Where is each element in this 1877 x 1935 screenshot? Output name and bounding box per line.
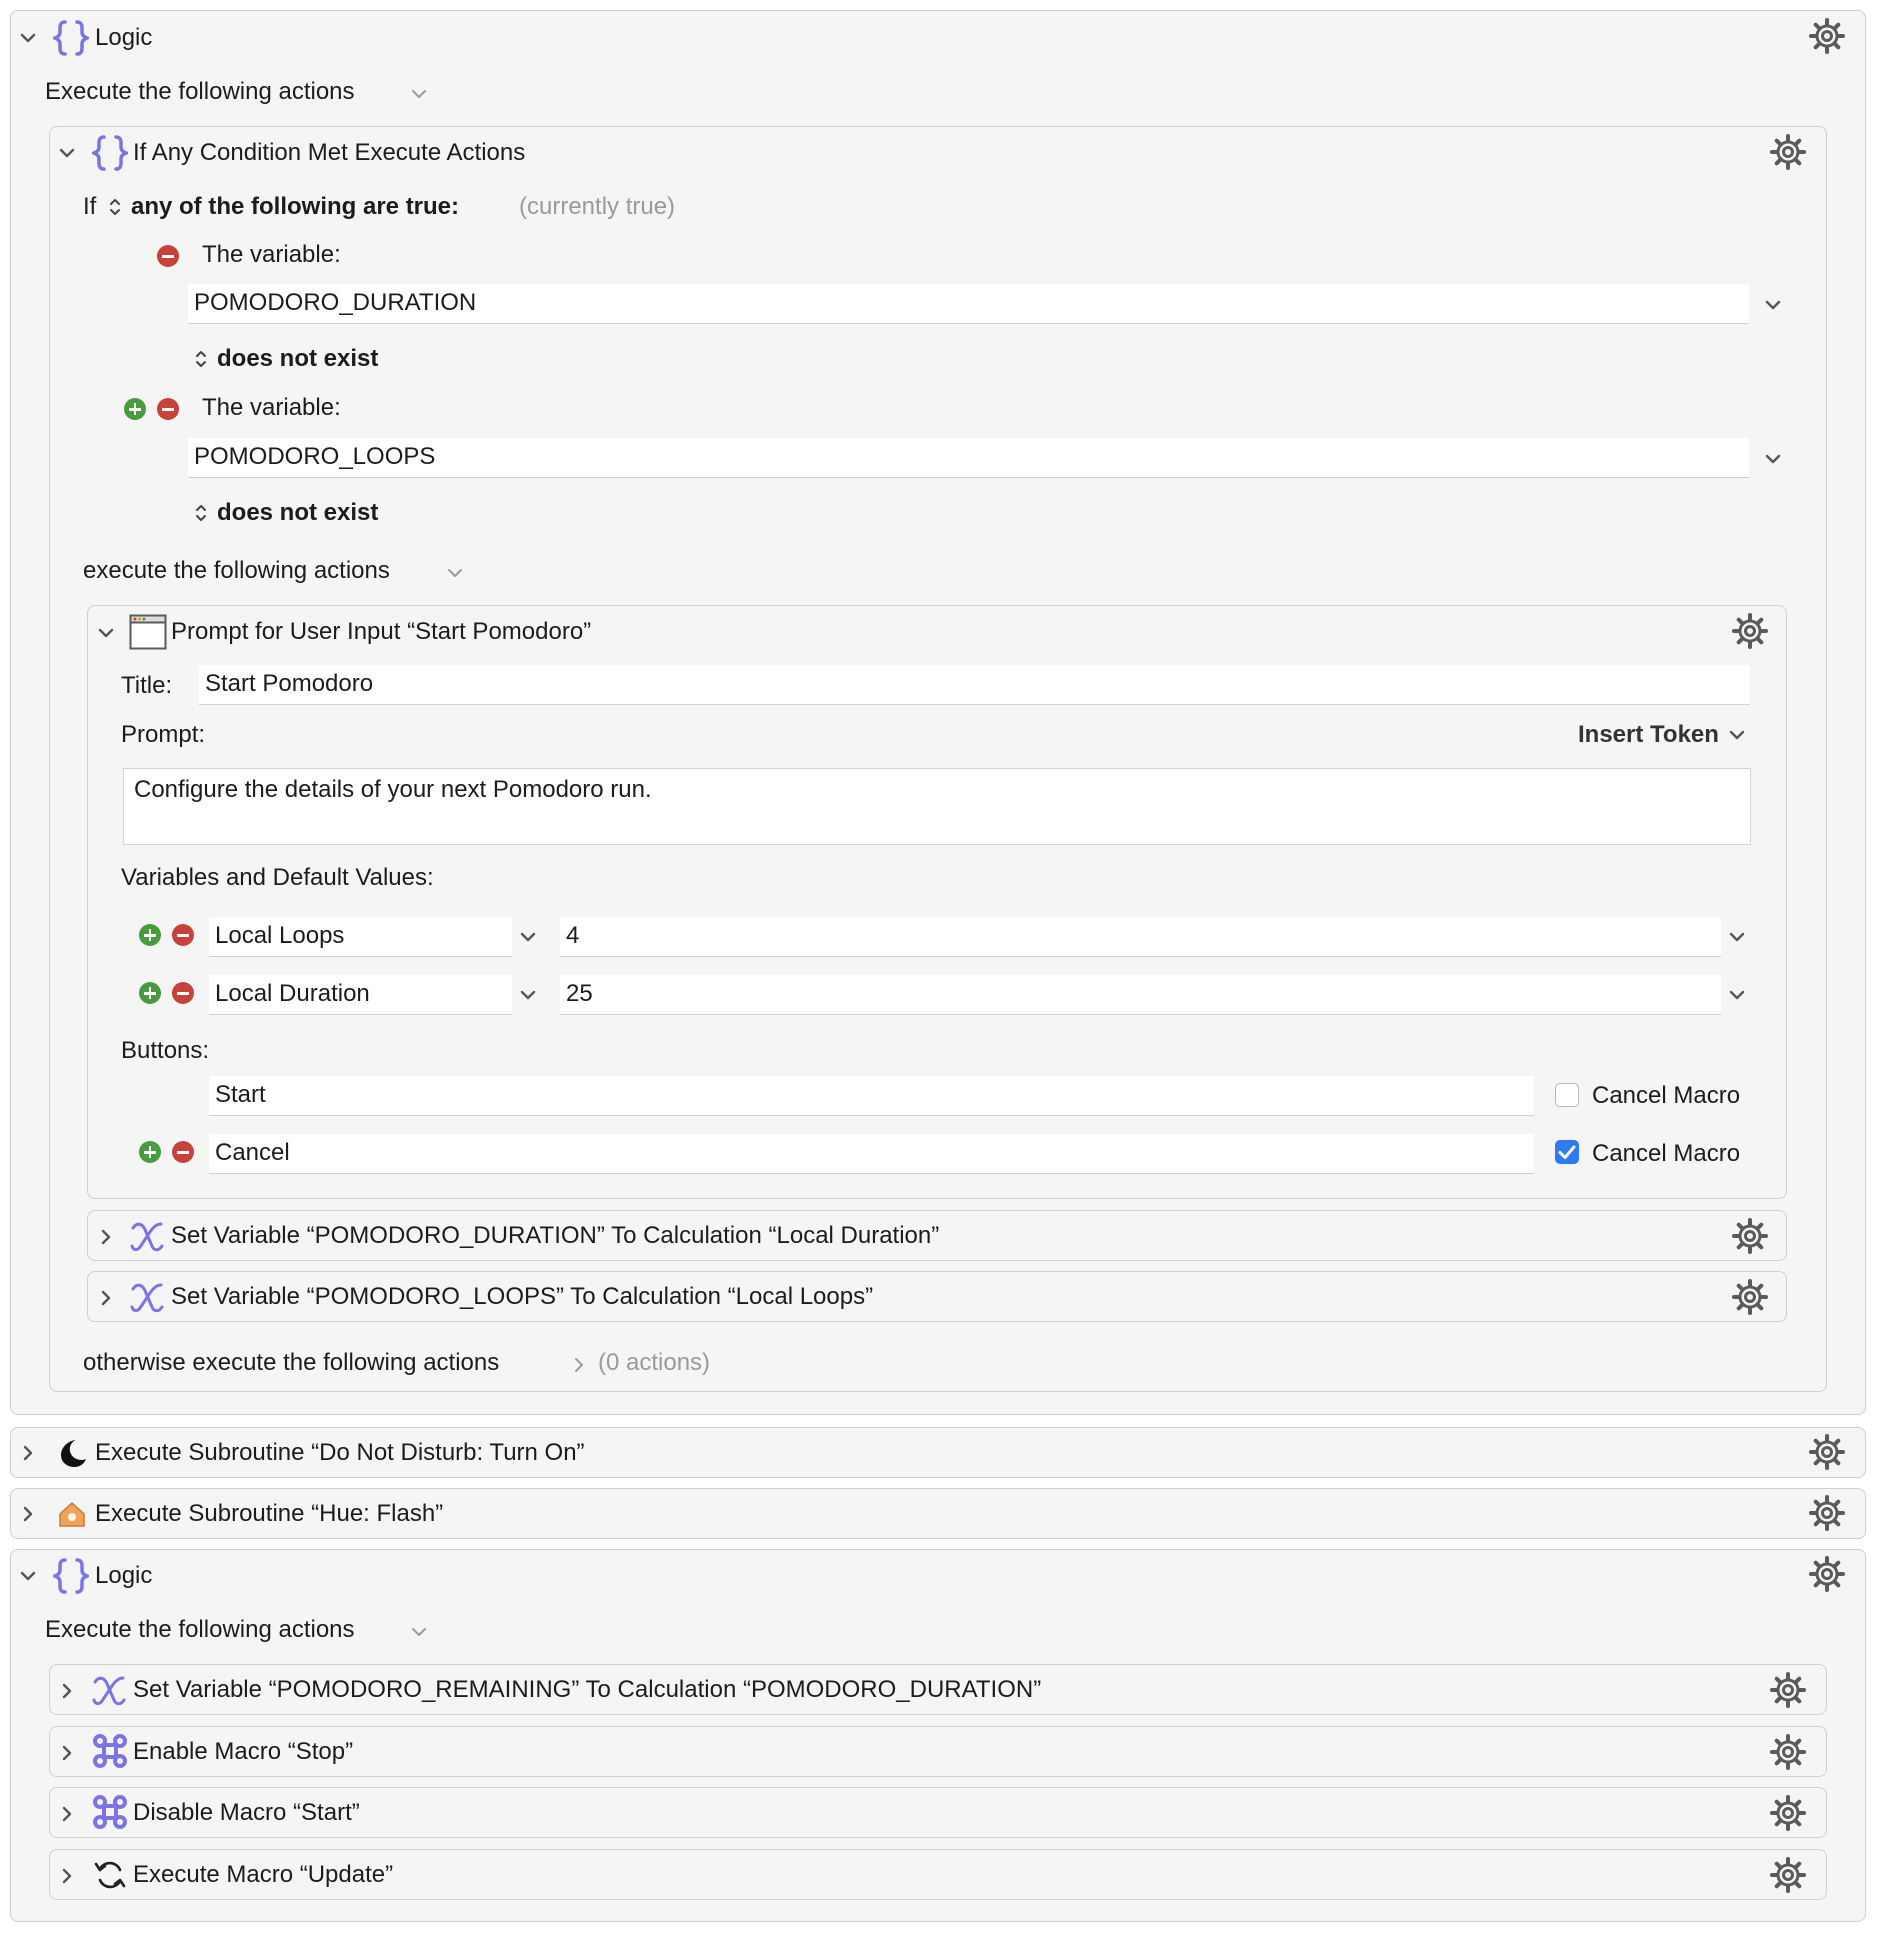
gear-icon[interactable] <box>1731 1278 1769 1316</box>
remove-variable-button[interactable] <box>172 982 194 1004</box>
remove-button-button[interactable] <box>172 1141 194 1163</box>
execute-label: Execute the following actions <box>45 1616 355 1643</box>
checkmark-icon <box>1555 1140 1579 1164</box>
action-title: Logic <box>95 1562 153 1589</box>
cancel-macro-label: Cancel Macro <box>1592 1140 1741 1167</box>
chevron-right-icon[interactable] <box>56 1803 78 1825</box>
command-icon <box>92 1794 128 1830</box>
button-name-field[interactable]: Cancel <box>209 1134 1534 1174</box>
gear-icon[interactable] <box>1769 1856 1807 1894</box>
chevron-down-icon[interactable] <box>444 562 466 584</box>
variable-default-field[interactable]: 25 <box>560 975 1721 1015</box>
cancel-macro-checkbox[interactable] <box>1555 1140 1579 1164</box>
gear-icon[interactable] <box>1808 1494 1846 1532</box>
prompt-text: Configure the details of your next Pomodoro run. <box>134 776 652 803</box>
gear-icon[interactable] <box>1808 1433 1846 1471</box>
stepper-icon[interactable] <box>194 502 208 524</box>
add-variable-button[interactable] <box>139 924 161 946</box>
action-title: Execute Subroutine “Hue: Flash” <box>95 1500 444 1527</box>
chevron-down-icon[interactable] <box>1726 724 1748 746</box>
stepper-icon[interactable] <box>108 196 122 218</box>
window-icon <box>129 614 167 650</box>
variable-x-icon <box>127 1218 167 1254</box>
cancel-macro-label: Cancel Macro <box>1592 1082 1741 1109</box>
action-title: If Any Condition Met Execute Actions <box>133 139 526 166</box>
variable-x-icon <box>127 1279 167 1315</box>
chevron-down-icon[interactable] <box>1762 294 1784 316</box>
remove-condition-button[interactable] <box>157 398 179 420</box>
moon-icon <box>56 1437 88 1469</box>
action-title: Enable Macro “Stop” <box>133 1738 354 1765</box>
prompt-textarea[interactable] <box>123 768 1751 845</box>
condition-label: The variable: <box>202 241 341 268</box>
add-condition-button[interactable] <box>124 398 146 420</box>
cancel-macro-checkbox[interactable] <box>1555 1083 1579 1107</box>
condition-test-selector[interactable]: does not exist <box>217 345 379 372</box>
gear-icon[interactable] <box>1808 1555 1846 1593</box>
gear-icon[interactable] <box>1769 133 1807 171</box>
action-title: Disable Macro “Start” <box>133 1799 360 1826</box>
condition-mode-selector[interactable]: any of the following are true: <box>131 193 460 220</box>
remove-condition-button[interactable] <box>157 245 179 267</box>
chevron-right-icon[interactable] <box>56 1680 78 1702</box>
chevron-down-icon[interactable] <box>95 622 117 644</box>
chevron-down-icon[interactable] <box>17 1565 39 1587</box>
action-title: Prompt for User Input “Start Pomodoro” <box>171 618 592 645</box>
chevron-down-icon[interactable] <box>1726 926 1748 948</box>
execute-label: Execute the following actions <box>45 78 355 105</box>
otherwise-count: (0 actions) <box>598 1349 711 1376</box>
variable-name-field[interactable]: Local Loops <box>209 917 512 957</box>
otherwise-label: otherwise execute the following actions <box>83 1349 500 1376</box>
gear-icon[interactable] <box>1808 17 1846 55</box>
variables-label: Variables and Default Values: <box>121 864 434 891</box>
gear-icon[interactable] <box>1769 1733 1807 1771</box>
variable-x-icon <box>89 1672 129 1708</box>
title-field[interactable]: Start Pomodoro <box>199 665 1750 705</box>
variable-name-field[interactable]: POMODORO_DURATION <box>188 284 1749 324</box>
buttons-label: Buttons: <box>121 1037 210 1064</box>
action-title: Set Variable “POMODORO_DURATION” To Calculation “Local Duration” <box>171 1222 940 1249</box>
chevron-down-icon[interactable] <box>56 142 78 164</box>
button-name-field[interactable]: Start <box>209 1076 1534 1116</box>
action-title: Execute Subroutine “Do Not Disturb: Turn On” <box>95 1439 585 1466</box>
chevron-right-icon[interactable] <box>56 1865 78 1887</box>
chevron-right-icon[interactable] <box>17 1442 39 1464</box>
chevron-right-icon[interactable] <box>17 1503 39 1525</box>
chevron-down-icon[interactable] <box>1762 448 1784 470</box>
action-title: Logic <box>95 24 153 51</box>
chevron-down-icon[interactable] <box>408 83 430 105</box>
insert-token-button[interactable]: Insert Token <box>1578 721 1719 748</box>
gear-icon[interactable] <box>1731 1217 1769 1255</box>
chevron-down-icon[interactable] <box>1726 984 1748 1006</box>
command-icon <box>92 1733 128 1769</box>
if-word: If <box>83 193 97 220</box>
action-title: Set Variable “POMODORO_REMAINING” To Calculation “POMODORO_DURATION” <box>133 1676 1042 1703</box>
chevron-right-icon[interactable] <box>95 1287 117 1309</box>
action-title: Execute Macro “Update” <box>133 1861 394 1888</box>
condition-test-selector[interactable]: does not exist <box>217 499 379 526</box>
add-variable-button[interactable] <box>139 982 161 1004</box>
remove-variable-button[interactable] <box>172 924 194 946</box>
chevron-down-icon[interactable] <box>517 926 539 948</box>
braces-icon <box>53 19 89 57</box>
braces-icon <box>53 1557 89 1595</box>
add-button-button[interactable] <box>139 1141 161 1163</box>
prompt-label: Prompt: <box>121 721 206 748</box>
gear-icon[interactable] <box>1731 612 1769 650</box>
gear-icon[interactable] <box>1769 1671 1807 1709</box>
braces-icon <box>92 134 128 172</box>
chevron-down-icon[interactable] <box>408 1621 430 1643</box>
execute-label: execute the following actions <box>83 557 390 584</box>
chevron-right-icon[interactable] <box>95 1226 117 1248</box>
gear-icon[interactable] <box>1769 1794 1807 1832</box>
condition-label: The variable: <box>202 394 341 421</box>
hue-home-icon <box>56 1498 88 1530</box>
chevron-down-icon[interactable] <box>517 984 539 1006</box>
variable-name-field[interactable]: POMODORO_LOOPS <box>188 438 1749 478</box>
stepper-icon[interactable] <box>194 348 208 370</box>
variable-default-field[interactable]: 4 <box>560 917 1721 957</box>
execute-cycle-icon <box>92 1857 128 1893</box>
condition-status: (currently true) <box>519 193 676 220</box>
title-label: Title: <box>121 672 173 699</box>
action-title: Set Variable “POMODORO_LOOPS” To Calculation “Local Loops” <box>171 1283 874 1310</box>
chevron-down-icon[interactable] <box>17 27 39 49</box>
chevron-right-icon[interactable] <box>56 1742 78 1764</box>
variable-name-field[interactable]: Local Duration <box>209 975 512 1015</box>
chevron-right-icon[interactable] <box>568 1354 590 1376</box>
